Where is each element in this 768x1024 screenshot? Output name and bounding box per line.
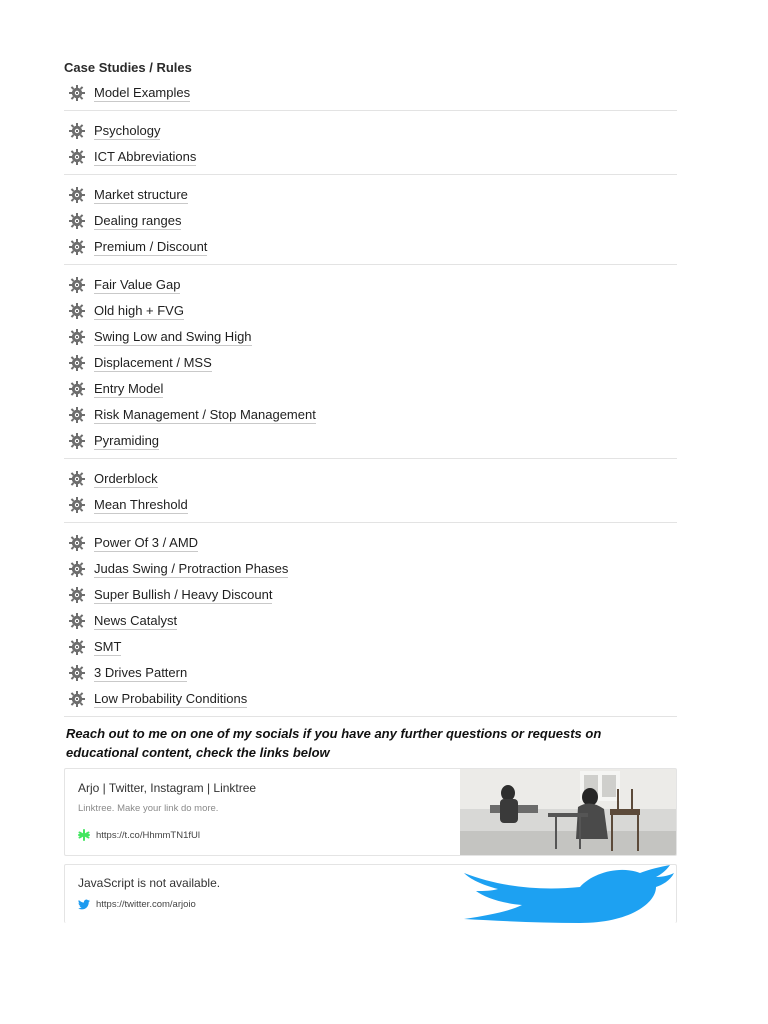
page-link-item[interactable] [64,272,677,298]
linktree-icon [78,829,90,841]
page-link-item[interactable] [64,492,677,518]
bookmark-url: https://twitter.com/arjoio [96,899,196,910]
page-link-item[interactable] [64,118,677,144]
page-link-item[interactable] [64,402,677,428]
link-group [64,466,677,523]
gear-icon [68,638,86,656]
page-link-item[interactable] [64,376,677,402]
gear-icon [68,122,86,140]
page-link-label[interactable]: Super Bullish / Heavy Discount [94,586,273,602]
bookmark-description: Linktree. Make your link do more. [78,803,219,814]
gear-icon [68,276,86,294]
page-link-item[interactable] [64,208,677,234]
page-link-item[interactable] [64,686,677,712]
page-link-label[interactable]: Premium / Discount [94,238,208,254]
gear-icon [68,560,86,578]
gear-icon [68,186,86,204]
gear-icon [68,354,86,372]
gear-icon [68,690,86,708]
page-link-label[interactable]: Swing Low and Swing High [94,328,252,344]
bookmark-title: Arjo | Twitter, Instagram | Linktree [78,781,257,795]
gear-icon [68,470,86,488]
gear-icon [68,496,86,514]
twitter-bird-icon [78,899,90,910]
page-link-label[interactable]: Old high + FVG [94,302,184,318]
page-link-item[interactable] [64,350,677,376]
gear-icon [68,328,86,346]
gear-icon [68,212,86,230]
link-group [64,80,677,111]
page-link-item[interactable] [64,634,677,660]
page-link-label[interactable]: SMT [94,638,122,654]
link-group [64,118,677,175]
page-link-item[interactable] [64,660,677,686]
page-link-item[interactable] [64,324,677,350]
bookmark-card-linktree[interactable] [64,768,677,856]
gear-icon [68,238,86,256]
page-link-label[interactable]: Dealing ranges [94,212,182,228]
page-link-label[interactable]: Power Of 3 / AMD [94,534,199,550]
gear-icon [68,84,86,102]
page-link-item[interactable] [64,428,677,454]
page-link-item[interactable] [64,582,677,608]
page-link-label[interactable]: 3 Drives Pattern [94,664,188,680]
gear-icon [68,664,86,682]
page-link-item[interactable] [64,556,677,582]
page-link-label[interactable]: Displacement / MSS [94,354,212,370]
page-link-item[interactable] [64,144,677,170]
page-link-label[interactable]: Mean Threshold [94,496,188,512]
page-content [64,56,677,923]
page-link-label[interactable]: Market structure [94,186,188,202]
link-group [64,272,677,459]
page-link-label[interactable]: ICT Abbreviations [94,148,197,164]
page-heading: Case Studies / Rules [64,60,192,75]
gear-icon [68,302,86,320]
page-link-item[interactable] [64,298,677,324]
page-link-label[interactable]: Judas Swing / Protraction Phases [94,560,289,576]
page-link-item[interactable] [64,530,677,556]
gear-icon [68,148,86,166]
page-link-label[interactable]: Orderblock [94,470,158,486]
socials-callout: Reach out to me on one of my socials if you have any further questions or requests on educational content, check the links below [66,726,602,760]
bookmark-title: JavaScript is not available. [78,876,221,890]
gear-icon [68,612,86,630]
chess-players-photo [460,769,676,855]
twitter-bird-logo [460,864,676,923]
page-link-label[interactable]: News Catalyst [94,612,178,628]
gear-icon [68,534,86,552]
page-link-label[interactable]: Low Probability Conditions [94,690,248,706]
page-link-item[interactable] [64,182,677,208]
bookmark-url-row [78,829,200,841]
page-link-label[interactable]: Model Examples [94,84,191,100]
page-link-label[interactable]: Entry Model [94,380,164,396]
bookmark-url: https://t.co/HhmmTN1fUl [96,829,200,841]
gear-icon [68,406,86,424]
page-link-item[interactable] [64,234,677,260]
gear-icon [68,586,86,604]
page-link-label[interactable]: Psychology [94,122,161,138]
link-group [64,182,677,265]
page-link-item[interactable] [64,80,677,106]
page-link-item[interactable] [64,466,677,492]
link-groups [64,80,677,717]
page-link-label[interactable]: Risk Management / Stop Management [94,406,316,422]
bookmark-url-row [78,899,196,910]
page-link-label[interactable]: Pyramiding [94,432,160,448]
bookmark-card-twitter[interactable] [64,864,677,923]
gear-icon [68,432,86,450]
link-group [64,530,677,717]
page-link-label[interactable]: Fair Value Gap [94,276,181,292]
page-link-item[interactable] [64,608,677,634]
gear-icon [68,380,86,398]
